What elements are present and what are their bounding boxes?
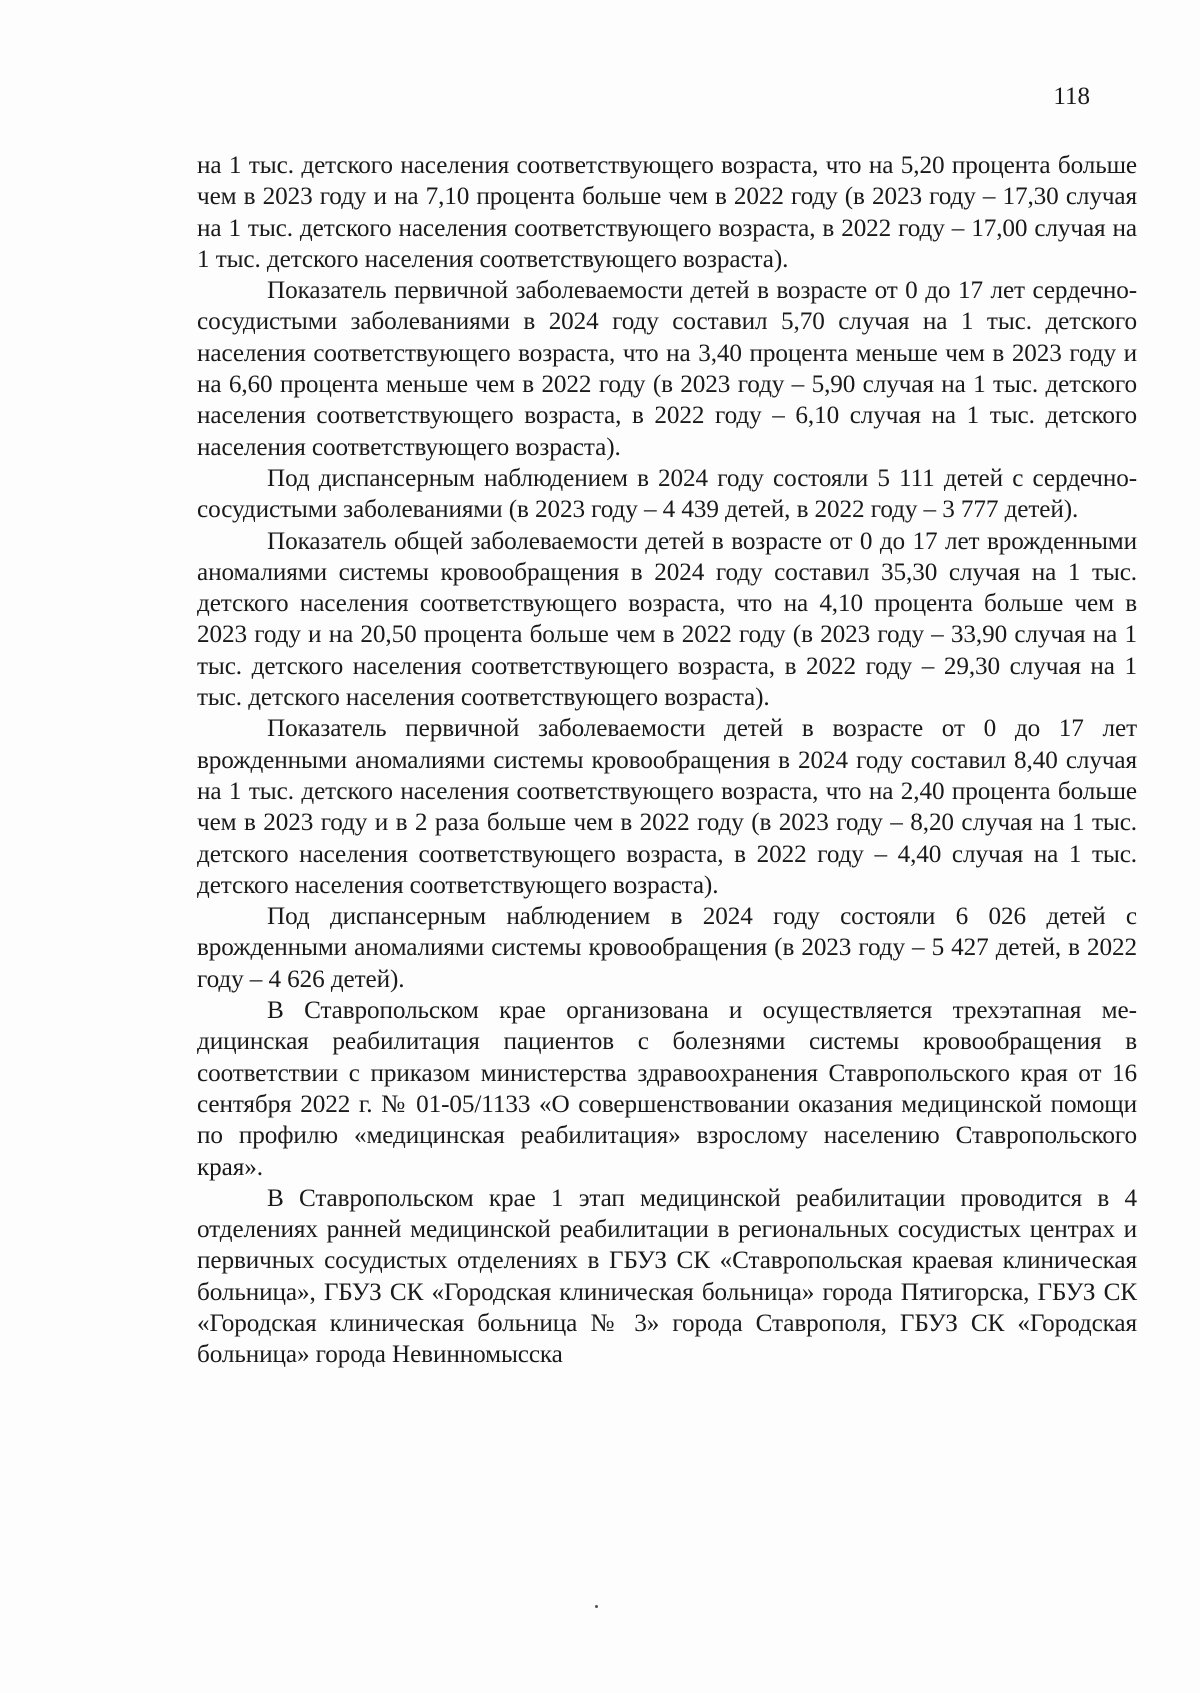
paragraph-continuation: на 1 тыс. детского населения соответствующего возраста, что на 5,20 процента больше чем в 2023 году и на 7,10 процента больше чем в 2022 году (в 2023 году – 17,30 случая на 1 тыс. детского населения соответствующего возраста, в 2022 году – 17,00 случая на 1 тыс. детского населения соответствующего возраста). [197, 152, 1137, 273]
paragraph: Показатель первичной заболеваемости детей в возрасте от 0 до 17 лет врожденными аномалиями системы кровообращения в 2024 году составил 8,40 случая на 1 тыс. детского населения соответствующего возраста, что на 2,40 процента больше чем в 2023 году и в 2 раза больше чем в 2022 году (в 2023 году – 8,20 случая на 1 тыс. детского населения соответствующего возраста, в 2022 году – 4,40 случая на 1 тыс. детского населения соответствующего возраста). [197, 715, 1137, 899]
paragraph: Под диспансерным наблюдением в 2024 году состояли 6 026 детей с врожденными аномалиями системы кровообращения (в 2023 году – 5 427 детей, в 2022 году – 4 626 детей). [197, 903, 1137, 993]
paragraph: В Ставропольском крае организована и осуществляется трехэтапная медицинская реабилитация пациентов с болезнями системы кровообращения в соответствии с приказом министерства здравоохранения Ставропольского края от 16 сентября 2022 г. № 01-05/1133 «О совершенствовании оказания медицинской помощи по профилю «медицинская реабилитация» взрослому населению Ставропольского края». [197, 997, 1137, 1181]
paragraph: Показатель первичной заболеваемости детей в возрасте от 0 до 17 лет сердечно-сосудистыми заболеваниями в 2024 году составил 5,70 случая на 1 тыс. детского населения соответствующего возраста, что на 3,40 процента меньше чем в 2023 году и на 6,60 процента меньше чем в 2022 году (в 2023 году – 5,90 случая на 1 тыс. детского населения соответствующего возраста, в 2022 году – 6,10 случая на 1 тыс. детского населения соответствующего возраста). [197, 277, 1137, 461]
paragraph: Под диспансерным наблюдением в 2024 году состояли 5 111 детей с сердечно-сосудистыми заболеваниями (в 2023 году – 4 439 детей, в 2022 году – 3 777 детей). [197, 464, 1137, 524]
page-number: 118 [1053, 83, 1090, 110]
document-body [197, 150, 1137, 1371]
paragraph: Показатель общей заболеваемости детей в возрасте от 0 до 17 лет врожденными аномалиями системы кровообращения в 2024 году составил 35,30 случая на 1 тыс. детского населения соответствующего возраста, что на 4,10 процента больше чем в 2023 году и на 20,50 процента больше чем в 2022 году (в 2023 году – 33,90 случая на 1 тыс. детского населения соответствующего возраста, в 2022 году – 29,30 случая на 1 тыс. детского населения соответствующего возраста). [197, 527, 1137, 712]
scan-speck [595, 1605, 598, 1608]
paragraph: В Ставропольском крае 1 этап медицинской реабилитации проводится в 4 отделениях ранней медицинской реабилитации в региональных сосудистых центрах и первичных сосудистых отделениях в ГБУЗ СК «Ставропольская краевая клиническая больница», ГБУЗ СК «Городская клиническая больница» города Пятигорска, ГБУЗ СК «Городская клиническая больница № 3» города Ставрополя, ГБУЗ СК «Городская больница» города Невинномысска [197, 1184, 1137, 1369]
